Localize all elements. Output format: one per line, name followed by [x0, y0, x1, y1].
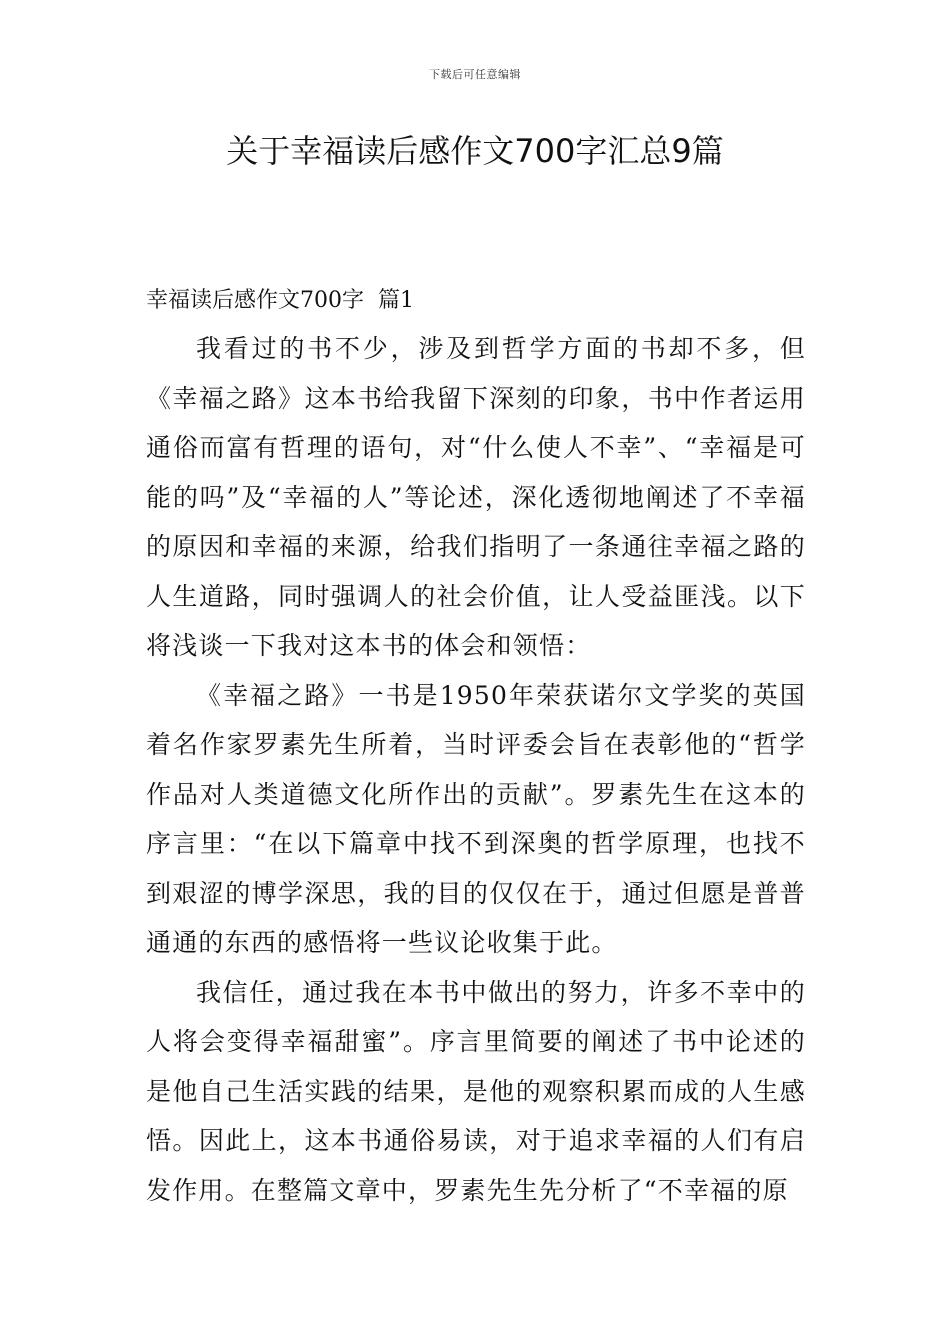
header-note: 下载后可任意编辑 — [429, 68, 521, 81]
paragraph-3: 我信任，通过我在本书中做出的努力，许多不幸中的人将会变得幸福甜蜜”。序言里简要的阐述了书中论述的是他自己生活实践的结果，是他的观察积累而成的人生感悟。因此上，这本书通俗易读，对于追求幸福的人们有启发作用。在整篇文章中，罗素先生先分析了“不幸福的原 — [146, 977, 806, 1205]
document-title: 关于幸福读后感作文700字汇总9篇 — [226, 132, 724, 170]
section-heading: 幸福读后感作文700字 篇1 — [146, 288, 414, 313]
paragraph-1: 我看过的书不少，涉及到哲学方面的书却不多，但《幸福之路》这本书给我留下深刻的印象，书中作者运用通俗而富有哲理的语句，对“什么使人不幸”、“幸福是可能的吗”及“幸福的人”等论述，深化透彻地阐述了不幸福的原因和幸福的来源，给我们指明了一条通往幸福之路的人生道路，同时强调人的社会价值，让人受益匪浅。以下将浅谈一下我对这本书的体会和领悟： — [146, 334, 806, 660]
document-body — [146, 278, 806, 1215]
paragraph-2: 《幸福之路》一书是1950年荣获诺尔文学奖的英国着名作家罗素先生所着，当时评委会旨在表彰他的“哲学作品对人类道德文化所作出的贡献”。罗素先生在这本的序言里：“在以下篇章中找不到深奥的哲学原理，也找不到艰涩的博学深思，我的目的仅仅在于，通过但愿是普普通通的东西的感悟将一些议论收集于此。 — [146, 680, 806, 957]
